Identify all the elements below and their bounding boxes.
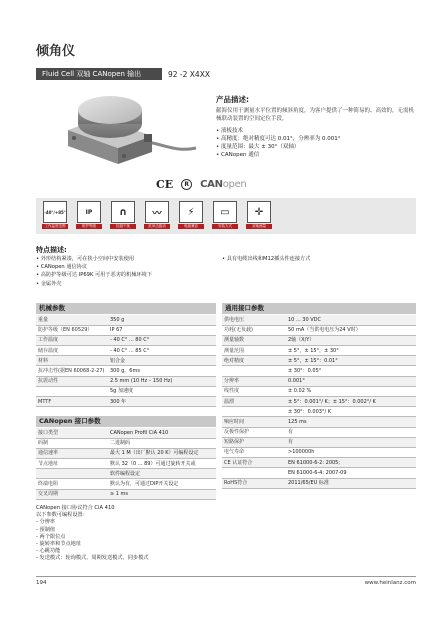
- table-row: [222, 468, 416, 478]
- param-name: 防护等级（EN 60529）: [36, 325, 108, 335]
- table-row: [36, 479, 216, 489]
- canopen-notes-intro-2: 以下参数可编程设置：: [36, 512, 88, 519]
- param-value: 有: [286, 427, 416, 437]
- mechanical-params-table: [36, 315, 216, 407]
- param-value: 最大 1 M（出厂默认 20 K）可编程设定: [108, 448, 216, 458]
- features-heading: 特点描述:: [36, 246, 67, 254]
- param-value: 125 ms: [286, 417, 416, 427]
- canopen-logo-bold: CAN: [200, 179, 223, 190]
- icon-caption: 抗冲击振动: [144, 224, 170, 229]
- param-value: ± 5°，± 15°，± 30°: [286, 346, 416, 356]
- param-name: 反极性保护: [222, 427, 286, 437]
- param-value: ± 0.02 %: [286, 386, 416, 396]
- param-value: 默认 32（0 ... 89）可通过旋转开关或: [108, 459, 216, 469]
- list-item: • 具有电缆出线和M12插头件连接方式: [222, 255, 412, 263]
- list-item: • 金属外壳: [36, 280, 216, 288]
- param-value: ≥ 1 ms: [108, 489, 216, 499]
- canopen-params-table: [36, 428, 216, 500]
- list-item: - 心跳功能: [36, 548, 216, 555]
- param-value: 2轴（X/Y）: [286, 335, 416, 345]
- icon-caption: 双轴测量: [246, 224, 272, 229]
- param-name: 电气寿命: [222, 447, 286, 457]
- description-heading: 产品描述:: [216, 95, 249, 104]
- table-row: [36, 376, 216, 386]
- param-name: 通信速率: [36, 448, 108, 458]
- table-row: [222, 407, 416, 417]
- icon-cell: [110, 201, 136, 229]
- feature-icon-strip: [36, 198, 416, 234]
- sensor-product-image: [60, 90, 200, 180]
- table-row: [36, 315, 216, 325]
- param-name: 功耗(无负载): [222, 325, 286, 335]
- table-row: [36, 386, 216, 396]
- table-row: [222, 458, 416, 468]
- ip-rating-icon: IP: [77, 201, 101, 223]
- magnetic-field-icon: ∩: [111, 201, 135, 223]
- param-name: 响应时间: [222, 417, 286, 427]
- list-item: • 液板技术: [216, 127, 416, 135]
- param-name: 码制: [36, 438, 108, 448]
- param-name: [36, 386, 108, 396]
- table-row: [222, 325, 416, 335]
- icon-caption: 电磁兼容: [178, 224, 204, 229]
- icon-cell: [178, 201, 204, 229]
- table-row: [222, 386, 416, 396]
- param-value: 0.001°: [286, 376, 416, 386]
- param-name: 线性度: [222, 386, 286, 396]
- param-value: - 40 C° ... 85 C°: [108, 346, 216, 356]
- page-title: 倾角仪: [36, 44, 76, 59]
- table-row: [36, 366, 216, 376]
- param-name: 短路保护: [222, 437, 286, 447]
- table-row: [36, 469, 216, 479]
- param-name: MTTF: [36, 397, 108, 407]
- param-value: 2.5 mm (10 Hz – 150 Hz): [108, 376, 216, 386]
- param-value: IP 67: [108, 325, 216, 335]
- param-name: 分辨率: [222, 376, 286, 386]
- table-row: [222, 427, 416, 437]
- table-row: [222, 356, 416, 366]
- table-row: [222, 447, 416, 457]
- mounting-icon: ▭: [213, 201, 237, 223]
- list-item: • CANopen 通信: [216, 151, 416, 159]
- mechanical-params-heading: 机械参数: [36, 303, 216, 314]
- icon-cell: [212, 201, 238, 229]
- list-item: • 外形结构紧凑，可在狭小空间中安装使用: [36, 255, 216, 263]
- table-row: [36, 459, 216, 469]
- table-row: [222, 366, 416, 376]
- param-value: ± 5°，± 15°：0.01°: [286, 356, 416, 366]
- product-label: Fluid Cell 双轴 CANopen 输出: [36, 68, 162, 80]
- temperature-range-icon: -40°/+85°: [43, 201, 67, 223]
- param-value: ± 5°：0.001°/ K；± 15°：0.002°/ K: [286, 397, 416, 407]
- param-name: [222, 366, 286, 376]
- canopen-params-heading: CANopen 接口参数: [36, 416, 216, 427]
- description-paragraph: 献海仪用于测量水平位置的倾斜角度，为客户提供了一种简易的、高效的，无需机械联动装置的空间定位手段。: [216, 108, 415, 122]
- param-name: 抗震动性: [36, 376, 108, 386]
- param-value: 默认为有，可通过DIP开关设定: [108, 479, 216, 489]
- list-item: - 发送模式：轮询模式、周期发送模式、同步模式: [36, 555, 216, 562]
- canopen-notes-list: [36, 519, 216, 562]
- canopen-notes-intro: CANopen 接口协议符合 CiA 410: [36, 505, 115, 511]
- table-row: [222, 478, 416, 488]
- list-item: - 两个限位点: [36, 534, 216, 541]
- param-name: 测量范围: [222, 346, 286, 356]
- table-row: [36, 356, 216, 366]
- table-row: [222, 346, 416, 356]
- page-footer: [36, 576, 416, 586]
- canopen-logo-light: open: [222, 179, 247, 190]
- electrical-params-table: [222, 315, 416, 489]
- icon-caption: 防护等级: [76, 224, 102, 229]
- param-name: 接口类型: [36, 428, 108, 438]
- param-value: ± 30°：0.003°/ K: [286, 407, 416, 417]
- param-value: 50 mA（当供电电压为24 V时）: [286, 325, 416, 335]
- param-value: 350 g: [108, 315, 216, 325]
- param-name: 绝对精度: [222, 356, 286, 366]
- param-value: 300 g，6ms: [108, 366, 216, 376]
- table-row: [36, 346, 216, 356]
- param-name: 工作温度: [36, 335, 108, 345]
- param-value: 300 年: [108, 397, 216, 407]
- param-name: 温漂: [222, 397, 286, 407]
- table-row: [222, 376, 416, 386]
- table-row: [222, 397, 416, 407]
- list-item: - 分辨率: [36, 519, 216, 526]
- vibration-icon: 〰: [145, 201, 169, 223]
- features-list-left: [36, 255, 216, 288]
- rohs-mark-icon: R: [181, 179, 192, 190]
- param-value: 铝合金: [108, 356, 216, 366]
- icon-caption: 工作温度范围: [42, 224, 68, 229]
- icon-cell: [246, 201, 272, 229]
- param-value: 软件编程设定: [108, 469, 216, 479]
- description-list: [216, 127, 416, 159]
- product-bar: [36, 68, 210, 80]
- param-value: ± 30°：0.05°: [286, 366, 416, 376]
- table-row: [36, 489, 216, 499]
- param-name: 终端电阻: [36, 479, 108, 489]
- param-name: [36, 469, 108, 479]
- product-code: 92 -2 X4XX: [168, 69, 210, 79]
- certification-logos: [156, 178, 246, 191]
- table-row: [36, 428, 216, 438]
- icon-caption: 抗磁干扰: [110, 224, 136, 229]
- list-item: • CANopen 通信协议: [36, 263, 216, 271]
- param-value: 有: [286, 437, 416, 447]
- param-name: 供电电压: [222, 315, 286, 325]
- icon-cell: [42, 201, 68, 229]
- canopen-logo: [200, 179, 246, 190]
- param-name: [222, 468, 286, 478]
- ce-mark-icon: CE: [156, 178, 174, 191]
- icon-cell: [144, 201, 170, 229]
- param-value: 5g 加速度: [108, 386, 216, 396]
- param-value: >100000h: [286, 447, 416, 457]
- param-name: RoHS符合: [222, 478, 286, 488]
- table-row: [36, 438, 216, 448]
- list-item: • 高防护等级可达 IP69K 可用于恶劣的机械环境下: [36, 271, 216, 279]
- list-item: - 旋转率和节点地址: [36, 541, 216, 548]
- param-value: EN 61000-6-4: 2007-09: [286, 468, 416, 478]
- icon-caption: 安装方式: [212, 224, 238, 229]
- list-item: - 预制值: [36, 527, 216, 534]
- table-row: [222, 417, 416, 427]
- product-description: [216, 96, 416, 159]
- electrical-params-heading: 通用接口参数: [222, 303, 416, 314]
- table-row: [222, 335, 416, 345]
- features-list-right: [222, 255, 412, 263]
- param-value: - 40 C° ... 80 C°: [108, 335, 216, 345]
- table-row: [36, 397, 216, 407]
- high-voltage-icon: ⚡: [179, 201, 203, 223]
- param-value: 二进制码: [108, 438, 216, 448]
- param-name: 测量轴数: [222, 335, 286, 345]
- table-row: [222, 315, 416, 325]
- table-row: [36, 325, 216, 335]
- list-item: • 高精度：绝对精度可达 0.01°，分辨率为 0.001°: [216, 135, 416, 143]
- table-row: [36, 335, 216, 345]
- param-value: 2011/65/EU 标准: [286, 478, 416, 488]
- list-item: • 度量范围：最大 ± 30°（双轴）: [216, 143, 416, 151]
- footer-url-link[interactable]: www.heinlanz.com: [364, 580, 416, 586]
- icon-cell: [76, 201, 102, 229]
- table-row: [36, 448, 216, 458]
- param-value: EN 61000-6-2: 2005;: [286, 458, 416, 468]
- param-name: 交叉周期: [36, 489, 108, 499]
- page-number: 194: [36, 580, 47, 586]
- param-name: 储存温度: [36, 346, 108, 356]
- param-name: 材料: [36, 356, 108, 366]
- dual-axis-icon: ✛: [247, 201, 271, 223]
- param-value: 10 ... 30 VDC: [286, 315, 416, 325]
- param-name: 抗冲击性(据EN 60068-2-27): [36, 366, 108, 376]
- param-name: 节点地址: [36, 459, 108, 469]
- table-row: [222, 437, 416, 447]
- param-name: 重量: [36, 315, 108, 325]
- param-name: CE 认证符合: [222, 458, 286, 468]
- param-value: CANopen Profil CiA 410: [108, 428, 216, 438]
- canopen-notes: [36, 505, 216, 563]
- param-name: [222, 407, 286, 417]
